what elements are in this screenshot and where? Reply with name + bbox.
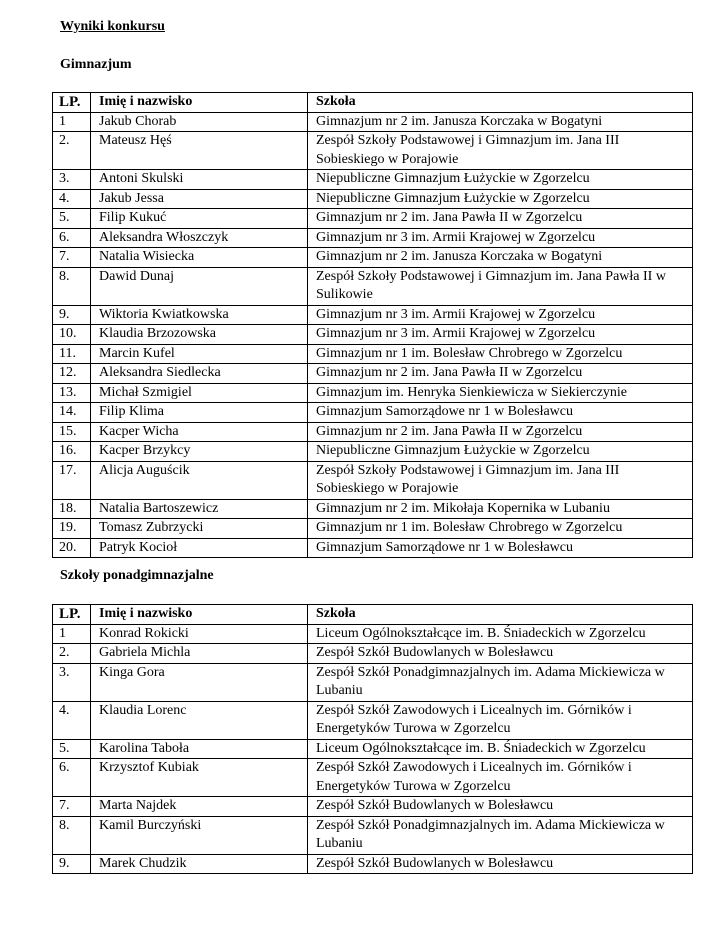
cell-name: Gabriela Michla (91, 644, 308, 664)
cell-school: Gimnazjum nr 3 im. Armii Krajowej w Zgorzelcu (308, 305, 693, 325)
cell-lp: 3. (53, 170, 91, 190)
section-title-ponadgimnazjalne: Szkoły ponadgimnazjalne (60, 568, 214, 583)
table-row (53, 624, 693, 644)
cell-name: Natalia Bartoszewicz (91, 499, 308, 519)
cell-name: Wiktoria Kwiatkowska (91, 305, 308, 325)
column-header-school: Szkoła (308, 93, 693, 113)
cell-name: Alicja Auguścik (91, 461, 308, 499)
table-row (53, 248, 693, 268)
column-header-name: Imię i nazwisko (91, 93, 308, 113)
cell-name: Mateusz Hęś (91, 132, 308, 170)
table-row (53, 228, 693, 248)
cell-school: Gimnazjum im. Henryka Sienkiewicza w Siekierczynie (308, 383, 693, 403)
cell-lp: 9. (53, 305, 91, 325)
cell-lp: 1 (53, 624, 91, 644)
cell-lp: 4. (53, 701, 91, 739)
table-row (53, 739, 693, 759)
cell-school: Niepubliczne Gimnazjum Łużyckie w Zgorzelcu (308, 442, 693, 462)
table-row (53, 170, 693, 190)
cell-name: Klaudia Brzozowska (91, 325, 308, 345)
table-row (53, 422, 693, 442)
cell-school: Gimnazjum nr 1 im. Bolesław Chrobrego w Zgorzelcu (308, 519, 693, 539)
table-row (53, 209, 693, 229)
cell-name: Jakub Jessa (91, 189, 308, 209)
cell-name: Marcin Kufel (91, 344, 308, 364)
table-row (53, 797, 693, 817)
cell-lp: 4. (53, 189, 91, 209)
table-row (53, 759, 693, 797)
cell-lp: 1 (53, 112, 91, 132)
table-row (53, 499, 693, 519)
table-row (53, 344, 693, 364)
cell-name: Patryk Kocioł (91, 538, 308, 558)
cell-name: Kinga Gora (91, 663, 308, 701)
cell-lp: 11. (53, 344, 91, 364)
cell-name: Aleksandra Siedlecka (91, 364, 308, 384)
cell-school: Zespół Szkoły Podstawowej i Gimnazjum im. Jana III Sobieskiego w Porajowie (308, 461, 693, 499)
table-row (53, 403, 693, 423)
cell-lp: 14. (53, 403, 91, 423)
cell-lp: 20. (53, 538, 91, 558)
cell-school: Gimnazjum nr 1 im. Bolesław Chrobrego w Zgorzelcu (308, 344, 693, 364)
cell-lp: 10. (53, 325, 91, 345)
cell-name: Jakub Chorab (91, 112, 308, 132)
table-row (53, 538, 693, 558)
cell-lp: 3. (53, 663, 91, 701)
table-row (53, 189, 693, 209)
results-table-gimnazjum (52, 92, 693, 558)
cell-lp: 17. (53, 461, 91, 499)
cell-school: Zespół Szkół Budowlanych w Bolesławcu (308, 797, 693, 817)
cell-lp: 7. (53, 248, 91, 268)
cell-school: Gimnazjum nr 3 im. Armii Krajowej w Zgorzelcu (308, 325, 693, 345)
cell-school: Gimnazjum nr 2 im. Jana Pawła II w Zgorzelcu (308, 422, 693, 442)
cell-name: Karolina Taboła (91, 739, 308, 759)
table-row (53, 442, 693, 462)
cell-name: Kacper Brzykcy (91, 442, 308, 462)
cell-school: Zespół Szkół Ponadgimnazjalnych im. Adama Mickiewicza w Lubaniu (308, 816, 693, 854)
cell-name: Antoni Skulski (91, 170, 308, 190)
cell-school: Niepubliczne Gimnazjum Łużyckie w Zgorzelcu (308, 170, 693, 190)
table-header-row (53, 605, 693, 625)
table-row (53, 644, 693, 664)
cell-school: Gimnazjum nr 2 im. Jana Pawła II w Zgorzelcu (308, 209, 693, 229)
table-row (53, 461, 693, 499)
column-header-lp: LP. (53, 605, 91, 625)
cell-name: Kacper Wicha (91, 422, 308, 442)
cell-school: Gimnazjum nr 2 im. Janusza Korczaka w Bogatyni (308, 112, 693, 132)
cell-school: Liceum Ogólnokształcące im. B. Śniadeckich w Zgorzelcu (308, 739, 693, 759)
cell-lp: 9. (53, 854, 91, 874)
table-row (53, 383, 693, 403)
cell-lp: 7. (53, 797, 91, 817)
table-row (53, 816, 693, 854)
cell-name: Krzysztof Kubiak (91, 759, 308, 797)
column-header-lp: LP. (53, 93, 91, 113)
cell-lp: 2. (53, 132, 91, 170)
cell-lp: 18. (53, 499, 91, 519)
page-title: Wyniki konkursu (60, 19, 165, 34)
cell-school: Liceum Ogólnokształcące im. B. Śniadeckich w Zgorzelcu (308, 624, 693, 644)
cell-lp: 15. (53, 422, 91, 442)
cell-name: Tomasz Zubrzycki (91, 519, 308, 539)
cell-lp: 8. (53, 816, 91, 854)
cell-lp: 8. (53, 267, 91, 305)
cell-name: Aleksandra Włoszczyk (91, 228, 308, 248)
cell-name: Klaudia Lorenc (91, 701, 308, 739)
table-row (53, 325, 693, 345)
cell-school: Gimnazjum nr 3 im. Armii Krajowej w Zgorzelcu (308, 228, 693, 248)
cell-school: Zespół Szkół Ponadgimnazjalnych im. Adama Mickiewicza w Lubaniu (308, 663, 693, 701)
column-header-school: Szkoła (308, 605, 693, 625)
table-row (53, 519, 693, 539)
table-header-row (53, 93, 693, 113)
cell-school: Zespół Szkoły Podstawowej i Gimnazjum im. Jana Pawła II w Sulikowie (308, 267, 693, 305)
table-row (53, 267, 693, 305)
cell-name: Dawid Dunaj (91, 267, 308, 305)
cell-name: Natalia Wisiecka (91, 248, 308, 268)
cell-school: Zespół Szkół Budowlanych w Bolesławcu (308, 644, 693, 664)
cell-school: Zespół Szkół Budowlanych w Bolesławcu (308, 854, 693, 874)
cell-lp: 6. (53, 759, 91, 797)
cell-lp: 12. (53, 364, 91, 384)
cell-school: Gimnazjum nr 2 im. Mikołaja Kopernika w Lubaniu (308, 499, 693, 519)
table-row (53, 663, 693, 701)
cell-school: Gimnazjum nr 2 im. Janusza Korczaka w Bogatyni (308, 248, 693, 268)
cell-school: Gimnazjum Samorządowe nr 1 w Bolesławcu (308, 403, 693, 423)
cell-lp: 2. (53, 644, 91, 664)
column-header-name: Imię i nazwisko (91, 605, 308, 625)
table-row (53, 701, 693, 739)
cell-name: Marta Najdek (91, 797, 308, 817)
table-row (53, 132, 693, 170)
cell-lp: 6. (53, 228, 91, 248)
cell-lp: 5. (53, 209, 91, 229)
cell-name: Kamil Burczyński (91, 816, 308, 854)
table-row (53, 854, 693, 874)
cell-name: Filip Kukuć (91, 209, 308, 229)
section-title-gimnazjum: Gimnazjum (60, 57, 132, 72)
cell-school: Zespół Szkoły Podstawowej i Gimnazjum im. Jana III Sobieskiego w Porajowie (308, 132, 693, 170)
cell-lp: 16. (53, 442, 91, 462)
cell-name: Konrad Rokicki (91, 624, 308, 644)
cell-lp: 19. (53, 519, 91, 539)
cell-school: Zespół Szkół Zawodowych i Licealnych im. Górników i Energetyków Turowa w Zgorzelcu (308, 701, 693, 739)
table-row (53, 364, 693, 384)
cell-school: Zespół Szkół Zawodowych i Licealnych im. Górników i Energetyków Turowa w Zgorzelcu (308, 759, 693, 797)
cell-name: Marek Chudzik (91, 854, 308, 874)
cell-school: Gimnazjum nr 2 im. Jana Pawła II w Zgorzelcu (308, 364, 693, 384)
cell-lp: 13. (53, 383, 91, 403)
cell-name: Michał Szmigiel (91, 383, 308, 403)
cell-lp: 5. (53, 739, 91, 759)
table-row (53, 112, 693, 132)
table-row (53, 305, 693, 325)
cell-school: Niepubliczne Gimnazjum Łużyckie w Zgorzelcu (308, 189, 693, 209)
cell-name: Filip Klima (91, 403, 308, 423)
results-table-ponadgimnazjalne (52, 604, 693, 874)
cell-school: Gimnazjum Samorządowe nr 1 w Bolesławcu (308, 538, 693, 558)
